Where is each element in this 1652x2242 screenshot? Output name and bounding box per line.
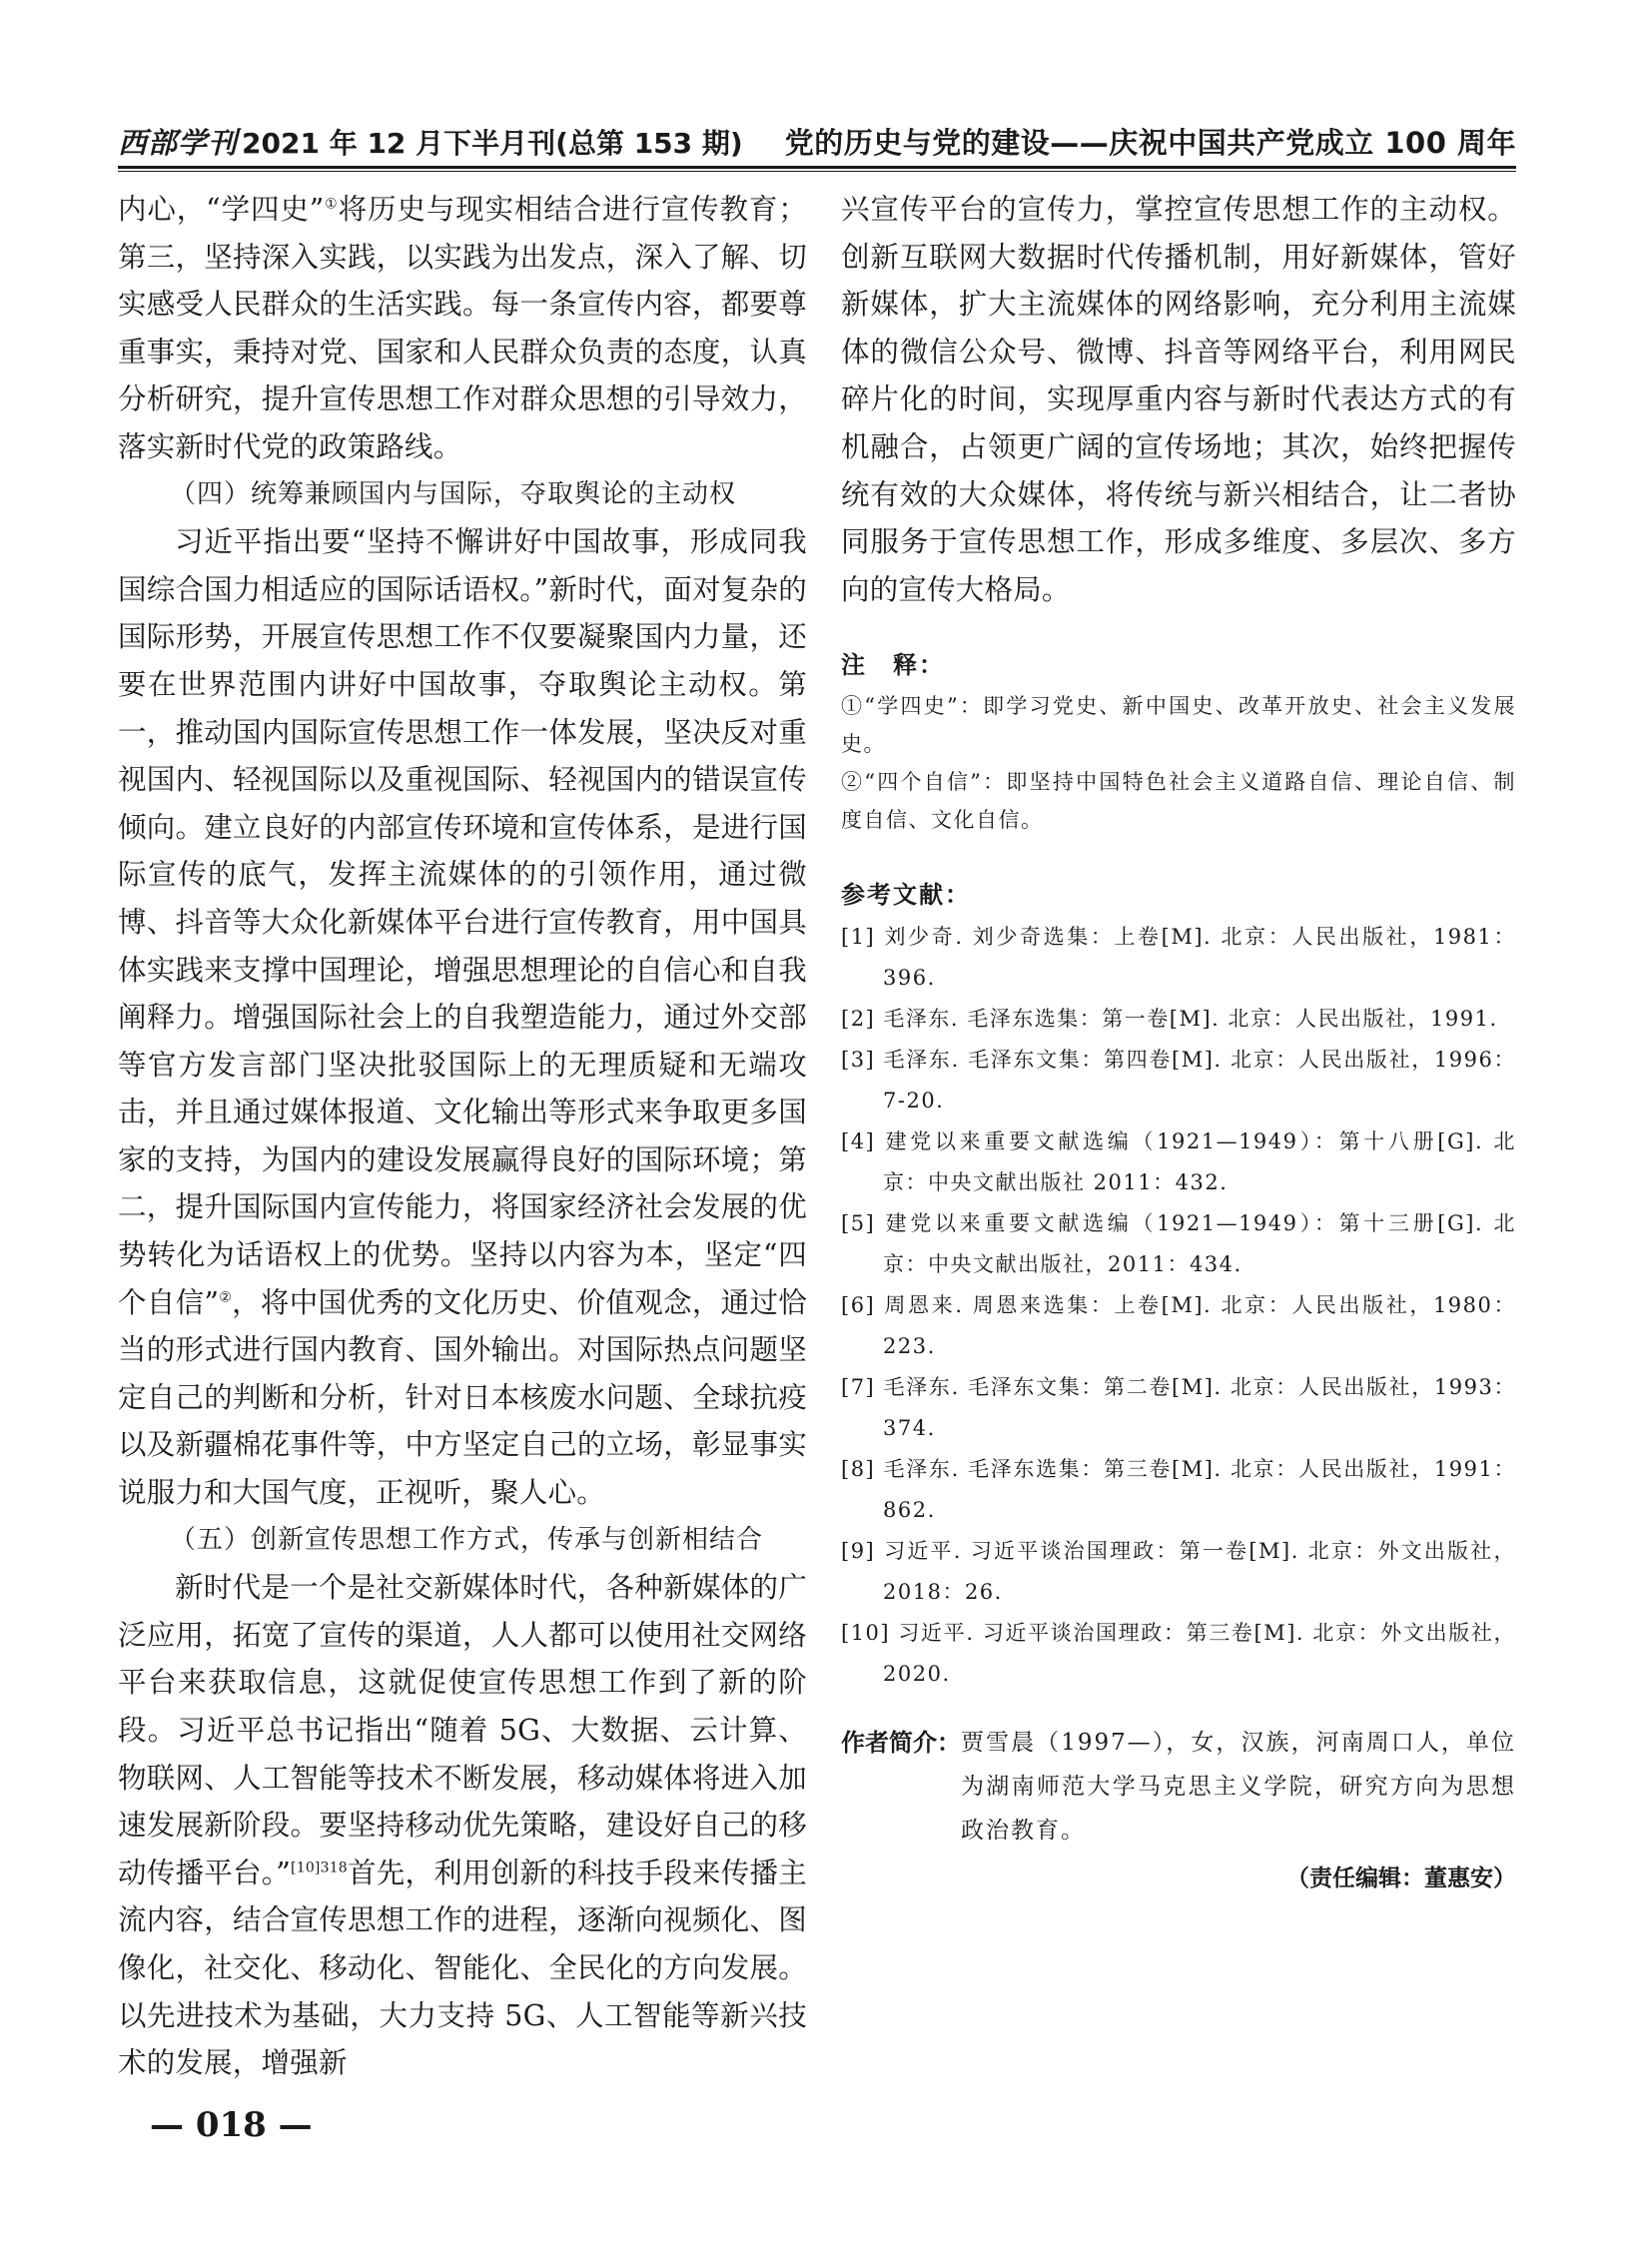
note-marker[interactable]: ① bbox=[324, 196, 339, 213]
references-title: 参考文献： bbox=[841, 881, 971, 910]
right-column bbox=[841, 186, 1516, 1900]
reference-item: [5] 建党以来重要文献选编（1921—1949）：第十三册[G]. 北京：中央文献出版社，2011：434. bbox=[841, 1211, 1516, 1277]
author-text: 贾雪晨（1997—），女，汉族，河南周口人，单位为湖南师范大学马克思主义学院，研究方向为思想政治教育。 bbox=[961, 1730, 1516, 1845]
page-number: — 018 — bbox=[150, 2105, 313, 2145]
subheading-4: （四）统筹兼顾国内与国际，夺取舆论的主动权 bbox=[170, 478, 737, 509]
body-paragraph: 习近平指出要“坚持不懈讲好中国故事，形成同我国综合国力相适应的国际话语权。”新时代，面对复杂的国际形势，开展宣传思想工作不仅要凝聚国内力量，还要在世界范围内讲好中国故事，夺取舆论主动权。第一，推动国内国际宣传思想工作一体发展，坚决反对重视国内、轻视国际以及重视国际、轻视国内的错误宣传倾向。建立良好的内部宣传环境和宣传体系，是进行国际宣传的底气，发挥主流媒体的的引领作用，通过微博、抖音等大众化新媒体平台进行宣传教育，用中国具体实践来支撑中国理论，增强思想理论的自信心和自我阐释力。增强国际社会上的自我塑造能力，通过外交部等官方发言部门坚决批驳国际上的无理质疑和无端攻击，并且通过媒体报道、文化输出等形式来争取更多国家的支持，为国内的建设发展赢得良好的国际环境；第二，提升国际国内宣传能力，将国家经济社会发展的优势转化为话语权上的优势。坚持以内容为本，坚定“四个自信”②，将中国优秀的文化历史、价值观念，通过恰当的形式进行国内教育、国外输出。对国际热点问题坚定自己的判断和分析，针对日本核废水问题、全球抗疫以及新疆棉花事件等，中方坚定自己的立场，彰显事实说服力和大国气度，正视听，聚人心。 bbox=[118, 525, 807, 1510]
reference-item: [7] 毛泽东. 毛泽东文集：第二卷[M]. 北京：人民出版社，1993：374. bbox=[841, 1375, 1516, 1441]
journal-logo: 西部学刊 bbox=[118, 126, 239, 160]
reference-item: [9] 习近平. 习近平谈治国理政：第一卷[M]. 北京：外文出版社，2018：26. bbox=[841, 1539, 1516, 1605]
reference-item: [8] 毛泽东. 毛泽东选集：第三卷[M]. 北京：人民出版社，1991：862. bbox=[841, 1457, 1516, 1523]
header-rule-thin bbox=[118, 171, 1516, 172]
reference-item: [4] 建党以来重要文献选编（1921—1949）：第十八册[G]. 北京：中央文献出版社 2011：432. bbox=[841, 1129, 1516, 1195]
column-theme: 党的历史与党的建设——庆祝中国共产党成立 100 周年 bbox=[784, 126, 1516, 160]
reference-item: [6] 周恩来. 周恩来选集：上卷[M]. 北京：人民出版社，1980：223. bbox=[841, 1293, 1516, 1359]
notes-title: 注 释： bbox=[841, 651, 945, 680]
note-marker[interactable]: ② bbox=[219, 1289, 233, 1306]
citation-marker[interactable]: [10]318 bbox=[291, 1860, 348, 1876]
reference-item: [1] 刘少奇. 刘少奇选集：上卷[M]. 北京：人民出版社，1981：396. bbox=[841, 925, 1516, 991]
subheading-5: （五）创新宣传思想工作方式，传承与创新相结合 bbox=[170, 1524, 764, 1555]
reference-item: [2] 毛泽东. 毛泽东选集：第一卷[M]. 北京：人民出版社，1991. bbox=[841, 1007, 1498, 1032]
running-header bbox=[118, 110, 1516, 162]
header-left bbox=[118, 121, 743, 162]
author-label: 作者简介： bbox=[841, 1729, 961, 1758]
body-paragraph: 兴宣传平台的宣传力，掌控宣传思想工作的主动权。创新互联网大数据时代传播机制，用好新媒体，管好新媒体，扩大主流媒体的网络影响，充分利用主流媒体的微信公众号、微博、抖音等网络平台，利用网民碎片化的时间，实现厚重内容与新时代表达方式的有机融合，占领更广阔的宣传场地；其次，始终把握传统有效的大众媒体，将传统与新兴相结合，让二者协同服务于宣传思想工作，形成多维度、多层次、多方向的宣传大格局。 bbox=[841, 193, 1516, 606]
reference-item: [3] 毛泽东. 毛泽东文集：第四卷[M]. 北京：人民出版社，1996：7-20. bbox=[841, 1048, 1516, 1114]
note-item: ②“四个自信”：即坚持中国特色社会主义道路自信、理论自信、制度自信、文化自信。 bbox=[841, 770, 1516, 833]
reference-item: [10] 习近平. 习近平谈治国理政：第三卷[M]. 北京：外文出版社，2020. bbox=[841, 1621, 1516, 1687]
header-rule bbox=[118, 166, 1516, 169]
left-column bbox=[118, 186, 807, 2087]
note-item: ①“学四史”：即学习党史、新中国史、改革开放史、社会主义发展史。 bbox=[841, 694, 1516, 757]
issue-info: 2021 年 12 月下半月刊(总第 153 期) bbox=[242, 127, 743, 160]
body-paragraph: 内心，“学四史”①将历史与现实相结合进行宣传教育；第三，坚持深入实践，以实践为出发点，深入了解、切实感受人民群众的生活实践。每一条宣传内容，都要尊重事实，秉持对党、国家和人民群众负责的态度，认真分析研究，提升宣传思想工作对群众思想的引导效力，落实新时代党的政策路线。 bbox=[118, 193, 807, 463]
editor-credit: （责任编辑：董惠安） bbox=[1286, 1866, 1516, 1892]
body-paragraph: 新时代是一个是社交新媒体时代，各种新媒体的广泛应用，拓宽了宣传的渠道，人人都可以使用社交网络平台来获取信息，这就促使宣传思想工作到了新的阶段。习近平总书记指出“随着 5G、大数据、云计算、物联网、人工智能等技术不断发展，移动媒体将进入加速发展新阶段。要坚持移动优先策略，建设好自己的移动传播平台。”$^{[10]318}$首先，利用创新的科技手段来传播主流内容，结合宣传思想工作的进程，逐渐向视频化、图像化，社交化、移动化、智能化、全民化的方向发展。以先进技术为基础，大力支持 5G、人工智能等新兴技术的发展，增强新 bbox=[118, 1571, 807, 2080]
author-bio bbox=[841, 1721, 1516, 1853]
